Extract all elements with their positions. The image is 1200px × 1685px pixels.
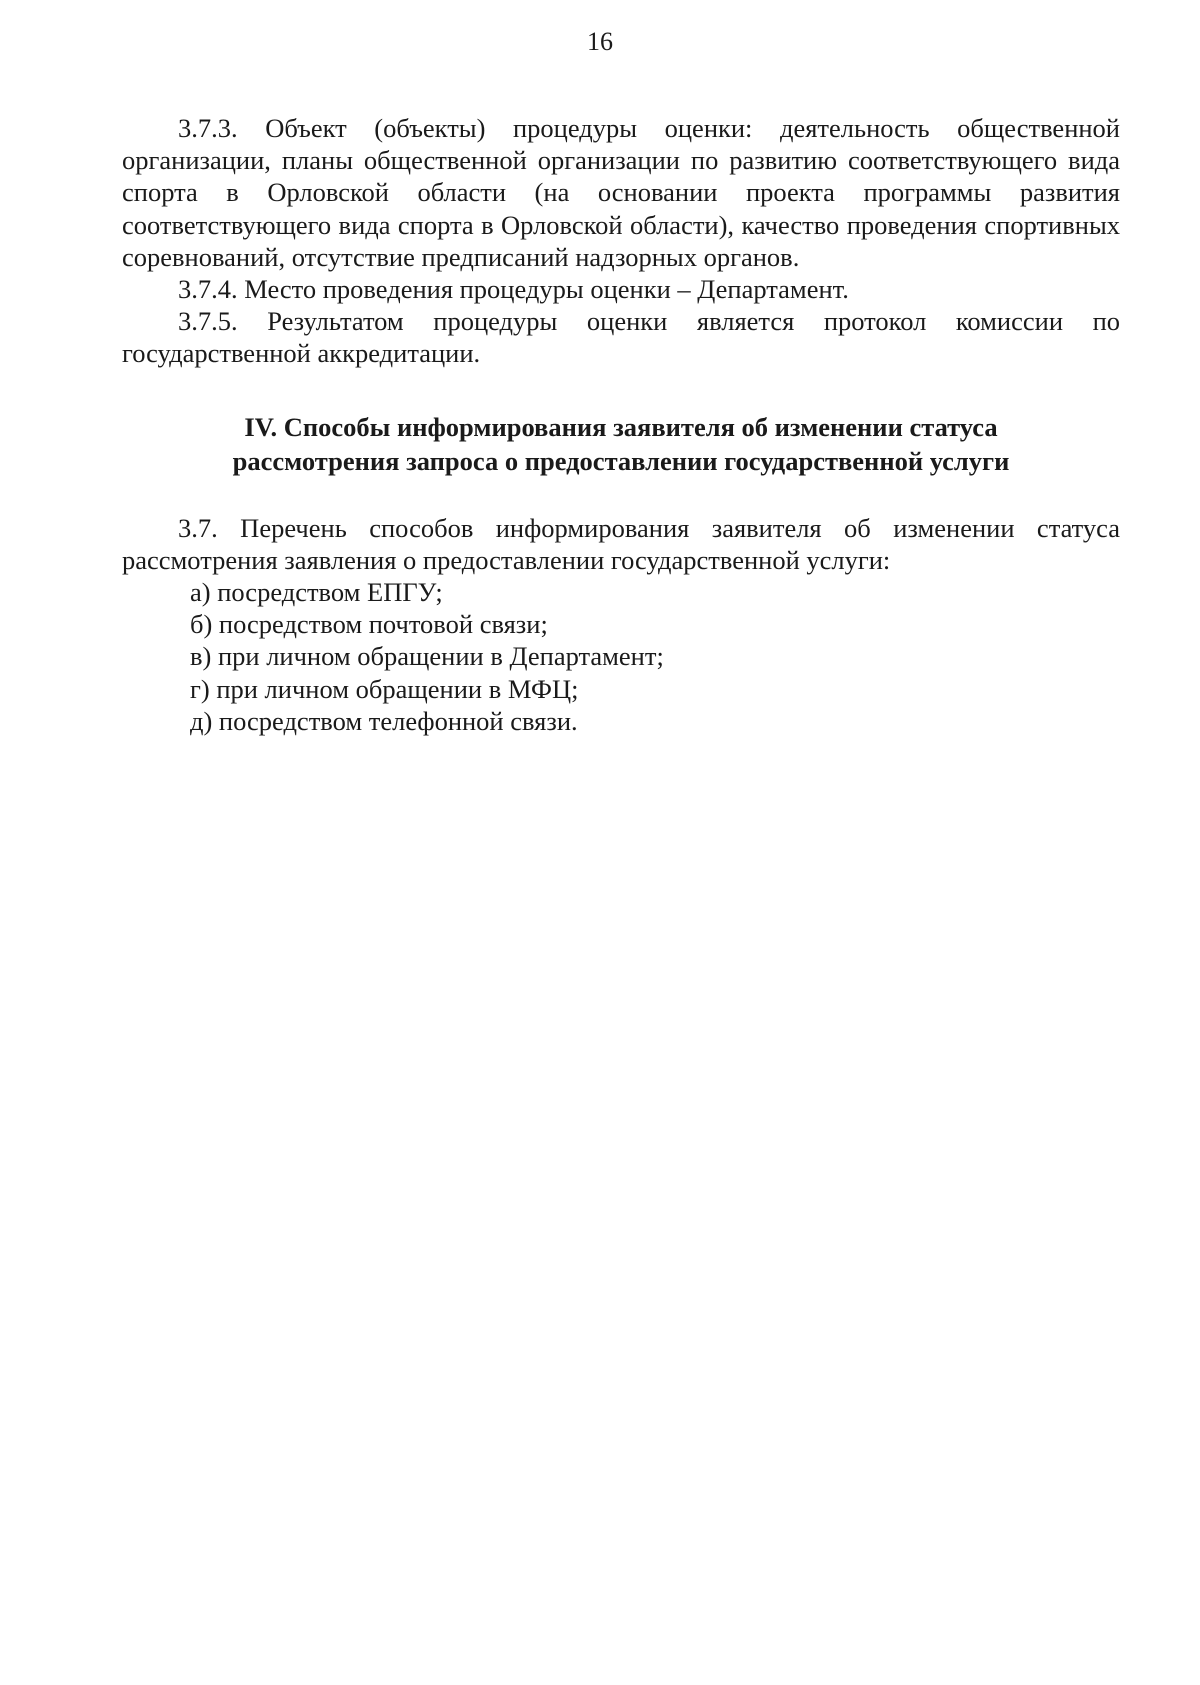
list-item: г) при личном обращении в МФЦ; [190, 673, 579, 704]
list-item: б) посредством почтовой связи; [190, 609, 548, 640]
list-item: в) при личном обращении в Департамент; [190, 641, 664, 672]
paragraph-3-7-5: 3.7.5. Результатом процедуры оценки является протокол комиссии по государственной аккредитации. [122, 306, 1120, 369]
paragraph-3-7-3: 3.7.3. Объект (объекты) процедуры оценки: деятельность общественной организации, планы общественной организации по развитию соответствующего вида спорта в Орловской области (на основании проекта программы развития соответствующего вида спорта в Орловской области), качество проведения спортивных соревнований, отсутствие предписаний надзорных органов. [122, 113, 1120, 272]
document-body [122, 112, 1120, 737]
section-heading-line-1: IV. Способы информирования заявителя об изменении статуса [244, 411, 998, 442]
informing-methods-list [122, 576, 1120, 737]
section-heading [122, 410, 1120, 478]
paragraph-3-7-list-intro: 3.7. Перечень способов информирования заявителя об изменении статуса рассмотрения заявления о предоставлении государственной услуги: [122, 512, 1120, 575]
list-item: а) посредством ЕПГУ; [190, 577, 443, 608]
list-item: д) посредством телефонной связи. [190, 705, 578, 736]
page-number: 16 [587, 27, 613, 56]
section-heading-line-2: рассмотрения запроса о предоставлении государственной услуги [232, 445, 1010, 476]
paragraph-3-7-4: 3.7.4. Место проведения процедуры оценки – Департамент. [178, 274, 849, 305]
